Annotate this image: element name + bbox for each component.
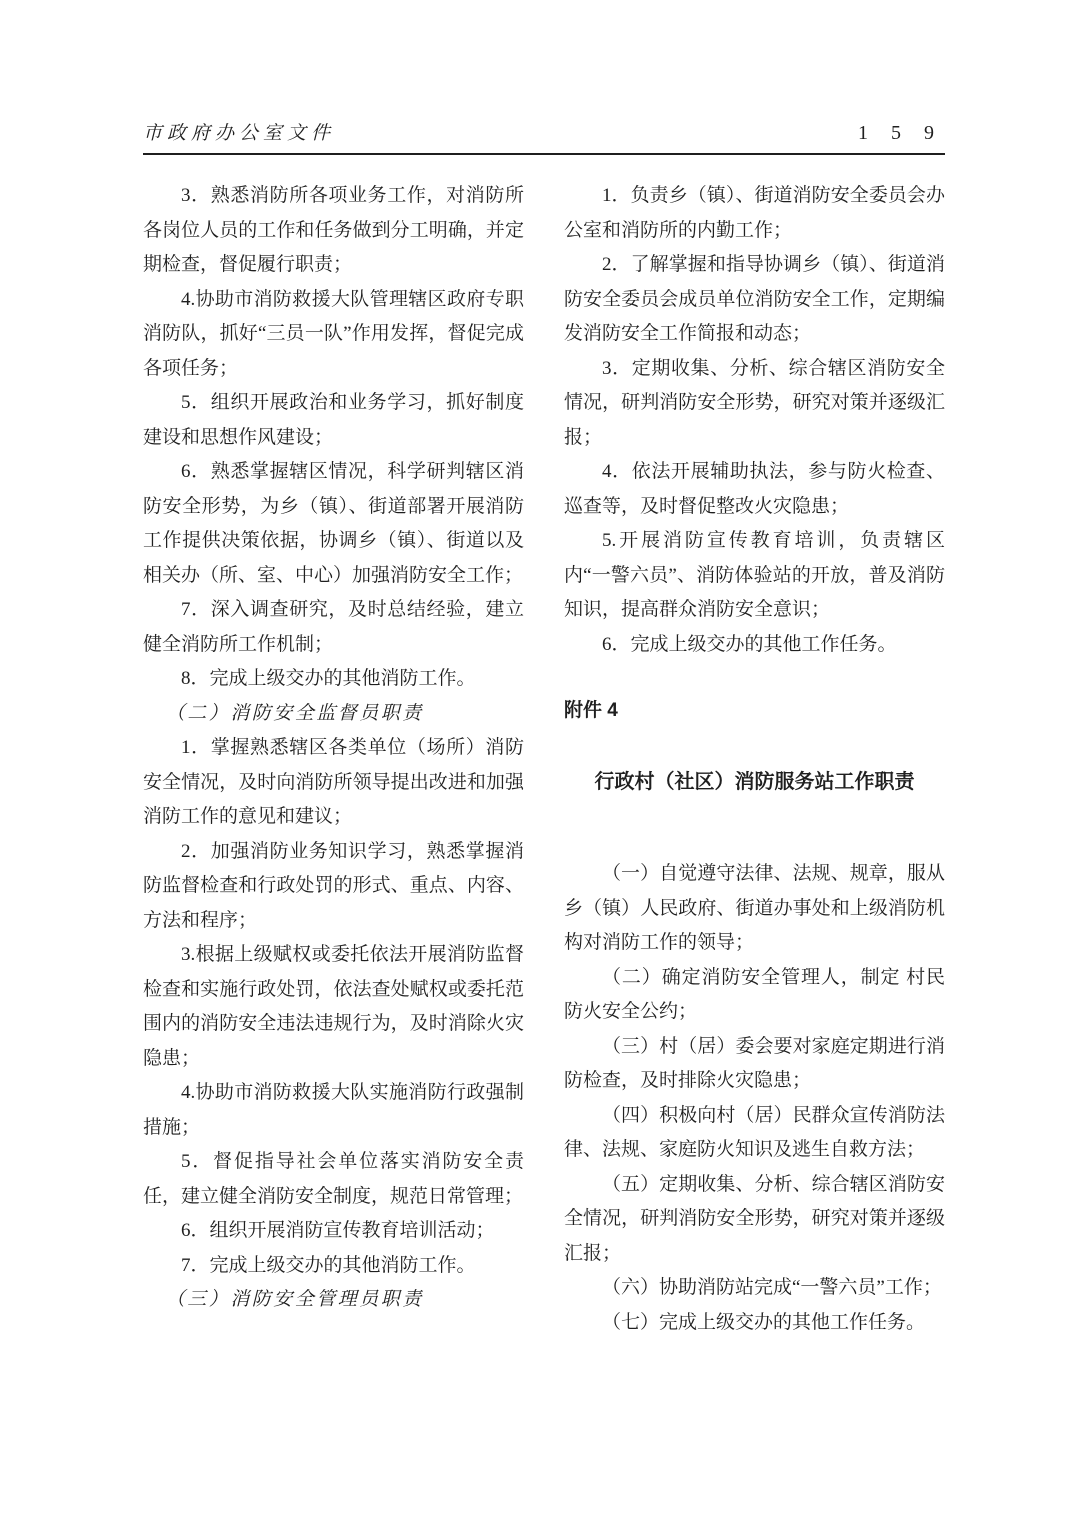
paragraph: 1．负责乡（镇）、街道消防安全委员会办公室和消防所的内勤工作； bbox=[564, 185, 945, 241]
paragraph: 6．完成上级交办的其他工作任务。 bbox=[602, 633, 897, 655]
document-body bbox=[143, 179, 945, 1340]
header-title: 市政府办公室文件 bbox=[143, 123, 336, 144]
paragraph: 5．督促指导社会单位落实消防安全责任，建立健全消防安全制度，规范日常管理； bbox=[143, 1151, 524, 1207]
left-column bbox=[143, 179, 524, 1340]
paragraph: （七）完成上级交办的其他工作任务。 bbox=[602, 1311, 926, 1333]
paragraph: （三）村（居）委会要对家庭定期进行消防检查，及时排除火灾隐患； bbox=[564, 1035, 945, 1091]
page-number: 1 5 9 bbox=[858, 122, 943, 144]
paragraph: 3.根据上级赋权或委托依法开展消防监督检查和实施行政处罚，依法查处赋权或委托范围内的消防安全违法违规行为，及时消除火灾隐患； bbox=[143, 944, 524, 1069]
paragraph: 8．完成上级交办的其他消防工作。 bbox=[181, 668, 476, 689]
paragraph: （四）积极向村（居）民群众宣传消防法律、法规、家庭防火知识及逃生自救方法； bbox=[564, 1104, 945, 1160]
paragraph: 5．组织开展政治和业务学习，抓好制度建设和思想作风建设； bbox=[143, 392, 524, 448]
paragraph: （二）确定消防安全管理人，制定 村民防火安全公约； bbox=[564, 966, 945, 1022]
paragraph: 4.协助市消防救援大队实施消防行政强制措施； bbox=[143, 1082, 524, 1138]
paragraph: 2．加强消防业务知识学习，熟悉掌握消防监督检查和行政处罚的形式、重点、内容、方法和程序； bbox=[143, 840, 524, 931]
paragraph: 4.协助市消防救援大队管理辖区政府专职消防队，抓好“三员一队”作用发挥，督促完成各项任务； bbox=[143, 288, 524, 379]
paragraph: 6．熟悉掌握辖区情况，科学研判辖区消防安全形势，为乡（镇）、街道部署开展消防工作提供决策依据，协调乡（镇）、街道以及相关办（所、室、中心）加强消防安全工作； bbox=[143, 461, 524, 586]
paragraph: 2．了解掌握和指导协调乡（镇）、街道消防安全委员会成员单位消防安全工作，定期编发消防安全工作简报和动态； bbox=[564, 254, 945, 344]
section-heading: （二）消防安全监督员职责 bbox=[165, 702, 424, 724]
paragraph: （一）自觉遵守法律、法规、规章，服从乡（镇）人民政府、街道办事处和上级消防机构对消防工作的领导； bbox=[564, 863, 945, 953]
paragraph: 5.开展消防宣传教育培训，负责辖区内“一警六员”、消防体验站的开放，普及消防知识，提高群众消防安全意识； bbox=[564, 530, 945, 620]
right-column bbox=[564, 179, 945, 1340]
paragraph: 3．熟悉消防所各项业务工作，对消防所各岗位人员的工作和任务做到分工明确，并定期检查，督促履行职责； bbox=[143, 185, 524, 275]
paragraph: 6．组织开展消防宣传教育培训活动； bbox=[181, 1220, 495, 1241]
attachment-title: 行政村（社区）消防服务站工作职责 bbox=[594, 770, 915, 793]
paragraph: 7．深入调查研究，及时总结经验，建立健全消防所工作机制； bbox=[143, 599, 524, 655]
paragraph: 3．定期收集、分析、综合辖区消防安全情况，研判消防安全形势，研究对策并逐级汇报； bbox=[564, 357, 945, 448]
paragraph: （六）协助消防站完成“一警六员”工作； bbox=[602, 1277, 942, 1298]
paragraph: 1．掌握熟悉辖区各类单位（场所）消防安全情况，及时向消防所领导提出改进和加强消防工作的意见和建议； bbox=[143, 737, 524, 827]
page-header bbox=[143, 0, 945, 155]
section-heading: （三）消防安全管理员职责 bbox=[165, 1289, 424, 1310]
paragraph: 4．依法开展辅助执法，参与防火检查、巡查等，及时督促整改火灾隐患； bbox=[564, 461, 945, 517]
paragraph: （五）定期收集、分析、综合辖区消防安全情况，研判消防安全形势，研究对策并逐级汇报； bbox=[564, 1173, 945, 1264]
paragraph: 7．完成上级交办的其他消防工作。 bbox=[181, 1254, 476, 1276]
attachment-label: 附件 4 bbox=[564, 700, 618, 721]
